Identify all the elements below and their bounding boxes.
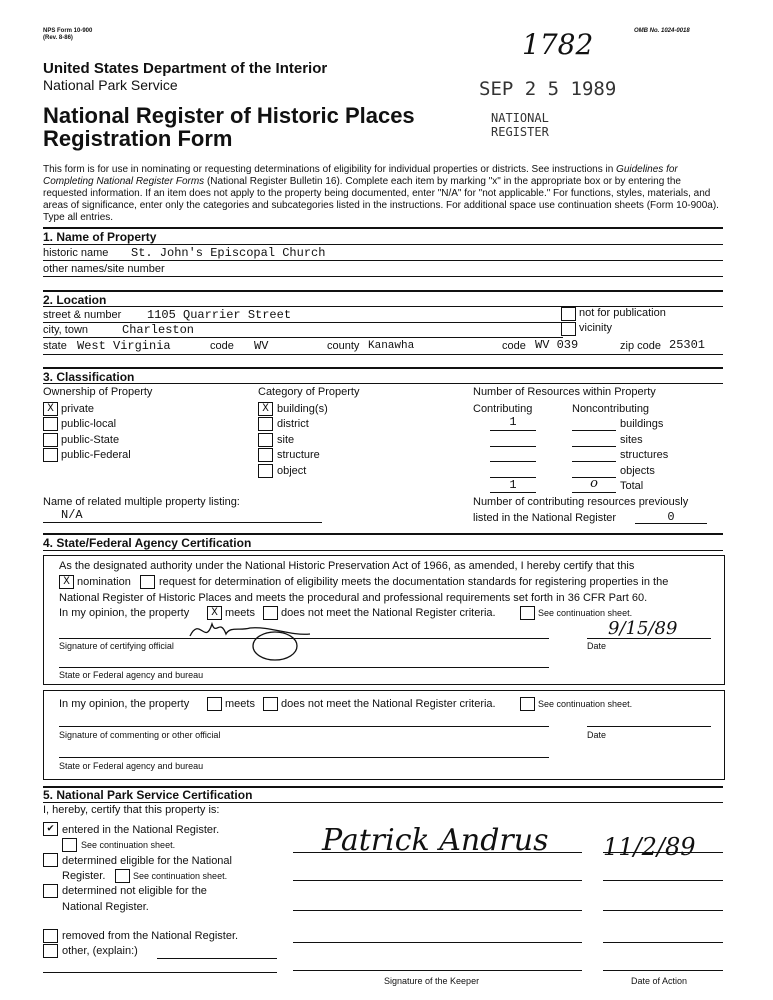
- state-value: West Virginia: [77, 339, 171, 353]
- divider: [490, 492, 536, 493]
- divider: [587, 726, 711, 727]
- divider: [572, 492, 616, 493]
- county-label: county: [327, 340, 360, 352]
- object-checkbox[interactable]: [258, 464, 273, 478]
- does-not-meet2-label: does not meet the National Register criteria.: [281, 698, 496, 710]
- resource-total-label: Total: [620, 480, 644, 492]
- entered-checkbox[interactable]: ✔: [43, 822, 58, 836]
- divider: [43, 533, 723, 535]
- see-continuation-b-label: See continuation sheet.: [133, 871, 228, 881]
- bureau-name: National Park Service: [43, 77, 178, 93]
- divider: [157, 958, 277, 959]
- resource-type-label: objects: [620, 465, 655, 477]
- divider: [43, 522, 322, 523]
- divider: [572, 446, 616, 447]
- structure-label: structure: [277, 449, 320, 461]
- date2-label: Date: [587, 730, 607, 740]
- related-listing-label: Name of related multiple property listing:: [43, 496, 240, 508]
- not-for-publication-label: not for publication: [579, 307, 666, 319]
- buildings-checkbox[interactable]: X: [258, 402, 273, 416]
- does-not-meet2-checkbox[interactable]: [263, 697, 278, 711]
- divider: [43, 337, 563, 338]
- request-checkbox[interactable]: [140, 575, 155, 589]
- divider: [43, 244, 723, 245]
- historic-name-label: historic name: [43, 247, 109, 259]
- see-continuation-a-checkbox[interactable]: [62, 838, 77, 852]
- received-date-stamp: SEP 2 5 1989: [479, 78, 617, 100]
- divider: [572, 430, 616, 431]
- determined-eligible-label-2: Register.: [62, 870, 106, 882]
- instructions: This form is for use in nominating or requesting determinations of eligibility for individual properties or districts. See instructions in Guidelines for Completing National Register Forms (National Register Bulletin 16). Complete each item by marking "x" in the appropriate box or by entering the requested information. If an item does not apply to the property being documented, enter "N/A" for "not applicable." For functions, styles, materials, and areas of significance, enter only the categories and subcategories listed in the instructions. For additional space use continuation sheets (Form 10-900a). Type all entries.: [43, 164, 719, 223]
- entered-label: entered in the National Register.: [62, 824, 220, 836]
- nomination-label: nomination: [77, 576, 131, 588]
- stamp-national: NATIONAL: [491, 111, 549, 125]
- public-local-label: public-local: [61, 418, 117, 430]
- omb-number: OMB No. 1024-0018: [634, 28, 690, 34]
- divider: [635, 523, 707, 524]
- divider: [293, 970, 582, 971]
- removed-label: removed from the National Register.: [62, 930, 239, 942]
- divider: [59, 638, 549, 639]
- resources-title: Number of Resources within Property: [473, 386, 656, 398]
- section3-heading: 3. Classification: [43, 370, 135, 384]
- meets-label: meets: [225, 607, 255, 619]
- divider: [603, 880, 723, 881]
- keeper-signature: Patrick Andrus: [322, 823, 549, 858]
- structure-checkbox[interactable]: [258, 448, 273, 462]
- resource-type-label: structures: [620, 449, 669, 461]
- state-code-label: code: [210, 340, 234, 352]
- divider: [43, 972, 277, 973]
- divider: [59, 757, 549, 758]
- other-checkbox[interactable]: [43, 944, 58, 958]
- historic-name-value: St. John's Episcopal Church: [131, 246, 326, 260]
- divider: [490, 430, 536, 431]
- object-label: object: [277, 465, 307, 477]
- divider: [293, 910, 582, 911]
- divider: [43, 550, 723, 551]
- certification-date: 9/15/89: [608, 618, 678, 639]
- agency-bureau-label: State or Federal agency and bureau: [59, 670, 204, 680]
- divider: [43, 322, 563, 323]
- divider: [603, 852, 723, 853]
- public-state-checkbox[interactable]: [43, 433, 58, 447]
- request-label: request for determination of eligibility meets the documentation standards for registering properties in the: [159, 576, 669, 588]
- street-label: street & number: [43, 309, 122, 321]
- not-for-publication-checkbox[interactable]: [561, 307, 576, 321]
- divider: [293, 852, 582, 853]
- agency-bureau2-label: State or Federal agency and bureau: [59, 761, 204, 771]
- keeper-signature-label: Signature of the Keeper: [384, 976, 480, 986]
- street-value: 1105 Quarrier Street: [147, 308, 292, 322]
- reference-number: 1782: [522, 28, 594, 61]
- divider: [490, 461, 536, 462]
- site-checkbox[interactable]: [258, 433, 273, 447]
- divider: [43, 290, 723, 292]
- vicinity-label: vicinity: [579, 322, 613, 334]
- form-title-line1: National Register of Historic Places: [43, 103, 415, 128]
- see-continuation-b-checkbox[interactable]: [115, 869, 130, 883]
- divider: [293, 880, 582, 881]
- opinion-text: In my opinion, the property: [59, 607, 190, 619]
- section2-heading: 2. Location: [43, 293, 107, 307]
- section1-heading: 1. Name of Property: [43, 230, 157, 244]
- zip-label: zip code: [620, 340, 661, 352]
- site-label: site: [277, 434, 295, 446]
- opinion2-text: In my opinion, the property: [59, 698, 190, 710]
- public-state-label: public-State: [61, 434, 120, 446]
- other-names-label: other names/site number: [43, 263, 165, 275]
- signature-label: Signature of certifying official: [59, 641, 174, 651]
- divider: [490, 446, 536, 447]
- buildings-label: building(s): [277, 403, 328, 415]
- determined-not-eligible-label: determined not eligible for the: [62, 885, 207, 897]
- resource-type-label: sites: [620, 434, 643, 446]
- county-code-value: WV 039: [535, 338, 579, 352]
- county-value: Kanawha: [368, 340, 415, 352]
- form-number: NPS Form 10-900: [43, 28, 93, 34]
- meets2-checkbox[interactable]: [207, 697, 222, 711]
- divider: [43, 367, 723, 369]
- resource-contributing-count: 1: [509, 415, 517, 429]
- certifying-signature: [180, 606, 330, 661]
- divider: [43, 276, 723, 277]
- district-checkbox[interactable]: [258, 417, 273, 431]
- divider: [43, 227, 723, 229]
- divider: [572, 461, 616, 462]
- see-continuation2-checkbox[interactable]: [520, 697, 535, 711]
- see-continuation-a-label: See continuation sheet.: [81, 840, 176, 850]
- see-continuation-label: See continuation sheet.: [538, 608, 633, 618]
- divider: [43, 383, 723, 384]
- commenting-signature-label: Signature of commenting or other official: [59, 730, 221, 740]
- district-label: district: [277, 418, 309, 430]
- determined-not-eligible-checkbox[interactable]: [43, 884, 58, 898]
- removed-checkbox[interactable]: [43, 929, 58, 943]
- resource-contributing-total: 1: [509, 478, 517, 492]
- certification-text-3: National Register of Historic Places and meets the procedural and professional requirements set forth in 36 CFR Part 60.: [59, 592, 648, 604]
- determined-not-eligible-label-2: National Register.: [62, 901, 149, 913]
- previously-listed-label: Number of contributing resources previously: [473, 496, 689, 508]
- vicinity-checkbox[interactable]: [561, 322, 576, 336]
- previously-listed-label-2: listed in the National Register: [473, 512, 617, 524]
- date-label: Date: [587, 641, 607, 651]
- keeper-certify-text: I, hereby, certify that this property is:: [43, 804, 220, 816]
- public-federal-checkbox[interactable]: [43, 448, 58, 462]
- related-listing-value: N/A: [61, 508, 83, 522]
- private-label: private: [61, 403, 95, 415]
- see-continuation2-label: See continuation sheet.: [538, 699, 633, 709]
- date-of-action-label: Date of Action: [631, 976, 688, 986]
- does-not-meet-label: does not meet the National Register criteria.: [281, 607, 496, 619]
- date-of-action: 11/2/89: [603, 833, 696, 861]
- other-label: other, (explain:): [62, 945, 138, 957]
- ownership-title: Ownership of Property: [43, 386, 153, 398]
- divider: [603, 910, 723, 911]
- see-continuation-checkbox[interactable]: [520, 606, 535, 620]
- divider: [43, 802, 723, 803]
- meets-checkbox[interactable]: X: [207, 606, 222, 620]
- public-local-checkbox[interactable]: [43, 417, 58, 431]
- divider: [43, 354, 723, 355]
- contributing-label: Contributing: [473, 403, 533, 415]
- determined-eligible-checkbox[interactable]: [43, 853, 58, 867]
- determined-eligible-label: determined eligible for the National: [62, 855, 232, 867]
- certification-text: As the designated authority under the National Historic Preservation Act of 1966, as amended, I hereby certify that this: [59, 560, 635, 572]
- form-revision: (Rev. 8-86): [43, 35, 73, 41]
- county-code-label: code: [502, 340, 526, 352]
- form-title-line2: Registration Form: [43, 126, 233, 151]
- city-label: city, town: [43, 324, 89, 336]
- divider: [59, 726, 549, 727]
- divider: [59, 667, 549, 668]
- stamp-register: REGISTER: [491, 125, 549, 139]
- zip-value: 25301: [669, 338, 706, 352]
- agency-name: United States Department of the Interior: [43, 60, 328, 77]
- private-checkbox[interactable]: X: [43, 402, 58, 416]
- section5-heading: 5. National Park Service Certification: [43, 788, 253, 802]
- previously-listed-value: 0: [667, 510, 675, 524]
- state-label: state: [43, 340, 67, 352]
- section4-heading: 4. State/Federal Agency Certification: [43, 536, 252, 550]
- divider: [587, 638, 711, 639]
- meets2-label: meets: [225, 698, 255, 710]
- city-value: Charleston: [122, 323, 195, 337]
- public-federal-label: public-Federal: [61, 449, 131, 461]
- divider: [293, 942, 582, 943]
- divider: [603, 970, 723, 971]
- category-title: Category of Property: [258, 386, 360, 398]
- resource-type-label: buildings: [620, 418, 664, 430]
- noncontributing-label: Noncontributing: [572, 403, 650, 415]
- divider: [603, 942, 723, 943]
- state-code-value: WV: [254, 339, 269, 353]
- nomination-checkbox[interactable]: X: [59, 575, 74, 589]
- resource-noncontributing-total: o: [590, 476, 598, 491]
- divider: [43, 260, 723, 261]
